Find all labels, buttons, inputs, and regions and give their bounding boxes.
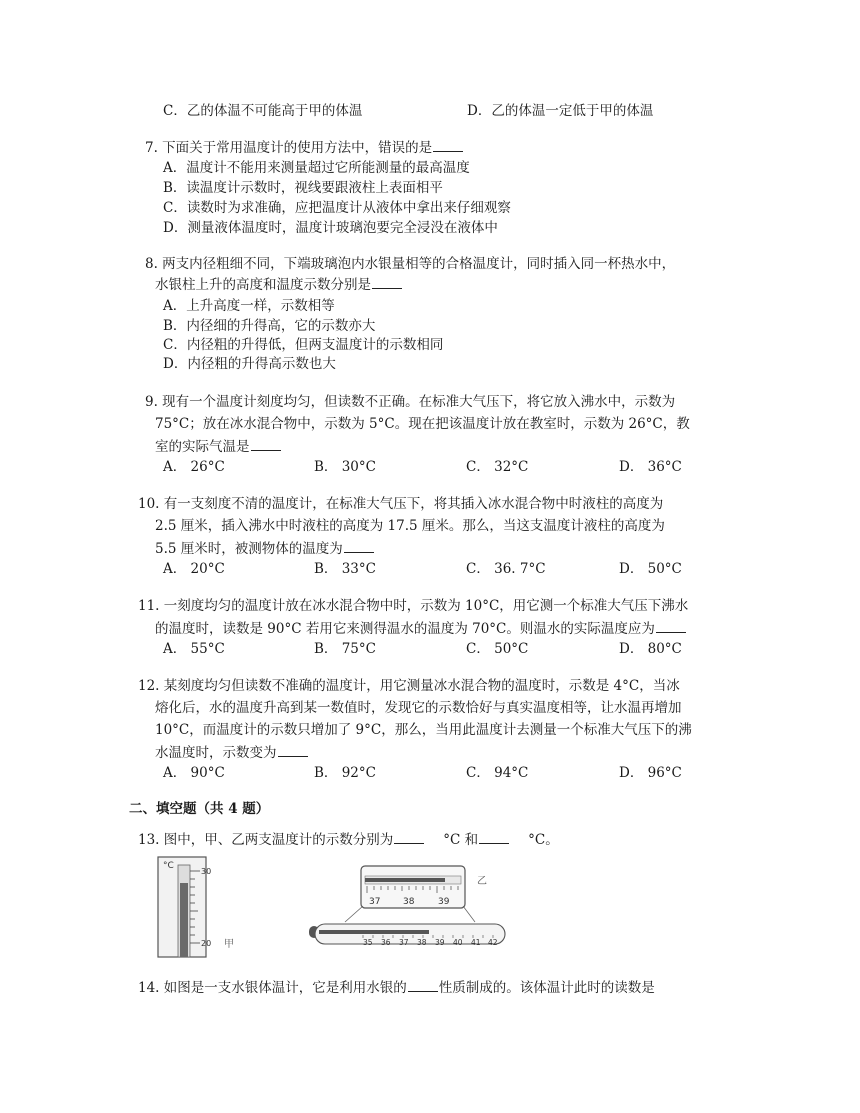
q9-option-d: D． 36°C — [619, 459, 682, 475]
q7-option-c: C．读数时为求准确，应把温度计从液体中拿出来仔细观察 — [163, 200, 511, 216]
q12-stem-line1: 12. 某刻度均匀但读数不准确的温度计，用它测量冰水混合物的温度时，示数是 4°C，当冰 — [138, 678, 680, 694]
thermometer-jia-unit: °C — [163, 861, 174, 871]
q12-option-a: A． 90°C — [163, 765, 225, 781]
q12-option-b: B． 92°C — [314, 765, 376, 781]
q7-option-b: B．读温度计示数时，视线要跟液柱上表面相平 — [163, 180, 443, 196]
q10-option-b: B． 33°C — [314, 561, 376, 577]
thermometer-yi-magnified-tick-39: 39 — [438, 897, 450, 907]
thermometer-jia-figure — [150, 855, 250, 960]
answer-blank — [433, 137, 463, 152]
q9-stem-line1: 9. 现有一个温度计刻度均匀，但读数不正确。在标准大气压下，将它放入沸水中，示数为 — [145, 394, 676, 410]
thermometer-jia-liquid — [180, 883, 188, 957]
answer-blank — [656, 618, 686, 633]
thermometer-jia-tick-30: 30 — [201, 867, 212, 876]
thermometer-yi-label: 乙 — [477, 876, 487, 887]
thermometer-yi-magnified-liquid — [365, 878, 445, 882]
q10-option-a: A． 20°C — [163, 561, 225, 577]
q7-option-d: D．测量液体温度时，温度计玻璃泡要完全浸没在液体中 — [163, 220, 498, 236]
thermometer-yi-scale-41: 41 — [471, 938, 481, 947]
q12-option-c: C． 94°C — [466, 765, 529, 781]
thermometer-yi-scale-39: 39 — [435, 938, 445, 947]
thermometer-yi-magnified-tick-37: 37 — [369, 897, 381, 907]
q9-stem-line2: 75°C；放在冰水混合物中，示数为 5°C。现在把该温度计放在教室时，示数为 26°C，教 — [155, 416, 690, 432]
thermometer-yi-scale-35: 35 — [363, 938, 373, 947]
q9-option-b: B． 30°C — [314, 459, 376, 475]
answer-blank — [408, 977, 438, 992]
q7-option-a: A．温度计不能用来测量超过它所能测量的最高温度 — [163, 160, 470, 176]
q8-stem-line1: 8. 两支内径粗细不同，下端玻璃泡内水银量相等的合格温度计，同时插入同一杯热水中， — [145, 256, 676, 272]
q11-option-a: A． 55°C — [163, 641, 225, 657]
q8-stem-line2: 水银柱上升的高度和温度示数分别是 — [155, 274, 403, 295]
q11-option-c: C． 50°C — [466, 641, 529, 657]
thermometer-yi-magnified-tick-38: 38 — [403, 897, 415, 907]
thermometer-yi-liquid — [319, 930, 429, 934]
q12-stem-line2: 熔化后，水的温度升高到某一数值时，发现它的示数恰好与真实温度相等，让水温再增加 — [155, 700, 682, 716]
q11-option-d: D． 80°C — [619, 641, 682, 657]
q11-stem-line1: 11. 一刻度均匀的温度计放在冰水混合物中时，示数为 10°C，用它测一个标准大气压下沸水 — [138, 598, 689, 614]
thermometer-jia-label: 甲 — [224, 939, 234, 950]
thermometer-yi-scale-38: 38 — [417, 938, 427, 947]
q8-option-d: D．内径粗的升得高示数也大 — [163, 356, 336, 372]
q10-stem-line3: 5.5 厘米时，被测物体的温度为 — [155, 538, 375, 559]
q9-option-c: C． 32°C — [466, 459, 529, 475]
section-heading-fill-in: 二、填空题（共 4 题） — [129, 801, 270, 817]
q8-option-c: C．内径粗的升得低，但两支温度计的示数相同 — [163, 337, 444, 353]
thermometer-jia-tick-20: 20 — [201, 939, 212, 948]
q10-stem-line2: 2.5 厘米，插入沸水中时液柱的高度为 17.5 厘米。那么，当这支温度计液柱的高度为 — [155, 518, 665, 534]
q8-option-b: B．内径细的升得高，它的示数亦大 — [163, 318, 376, 334]
q10-stem-line1: 10. 有一支刻度不清的温度计，在标准大气压下，将其插入冰水混合物中时液柱的高度为 — [138, 496, 664, 512]
q10-option-d: D． 50°C — [619, 561, 682, 577]
q9-option-a: A． 26°C — [163, 459, 225, 475]
q12-stem-line3: 10°C，而温度计的示数只增加了 9°C，那么，当用此温度计去测量一个标准大气压下的沸 — [155, 722, 692, 738]
answer-blank-1 — [394, 829, 424, 844]
thermometer-yi-scale-40: 40 — [453, 938, 463, 947]
q11-option-b: B． 75°C — [314, 641, 376, 657]
q6-option-c: C．乙的体温不可能高于甲的体温 — [163, 103, 363, 119]
q7-stem: 7. 下面关于常用温度计的使用方法中，错误的是 — [145, 137, 464, 158]
thermometer-yi-figure — [305, 860, 510, 955]
thermometer-yi-scale-42: 42 — [488, 938, 498, 947]
q10-option-c: C． 36. 7°C — [466, 561, 546, 577]
thermometer-yi-scale-36: 36 — [381, 938, 391, 947]
q13-stem: 13. 图中，甲、乙两支温度计的示数分别为 °C 和 °C。 — [138, 829, 559, 850]
q14-stem: 14. 如图是一支水银体温计，它是利用水银的 性质制成的。该体温计此时的读数是 — [138, 977, 655, 998]
q12-option-d: D． 96°C — [619, 765, 682, 781]
q9-stem-line3: 室的实际气温是 — [155, 436, 282, 457]
answer-blank — [251, 436, 281, 451]
thermometer-yi-scale-37: 37 — [399, 938, 409, 947]
answer-blank-2 — [479, 829, 509, 844]
q12-stem-line4: 水温度时，示数变为 — [155, 742, 309, 763]
q11-stem-line2: 的温度时，读数是 90°C 若用它来测得温水的温度为 70°C。则温水的实际温度应为 — [155, 618, 687, 639]
q8-option-a: A．上升高度一样，示数相等 — [163, 298, 335, 314]
answer-blank — [278, 742, 308, 757]
answer-blank — [344, 538, 374, 553]
answer-blank — [372, 274, 402, 289]
q6-option-d: D．乙的体温一定低于甲的体温 — [467, 103, 654, 119]
